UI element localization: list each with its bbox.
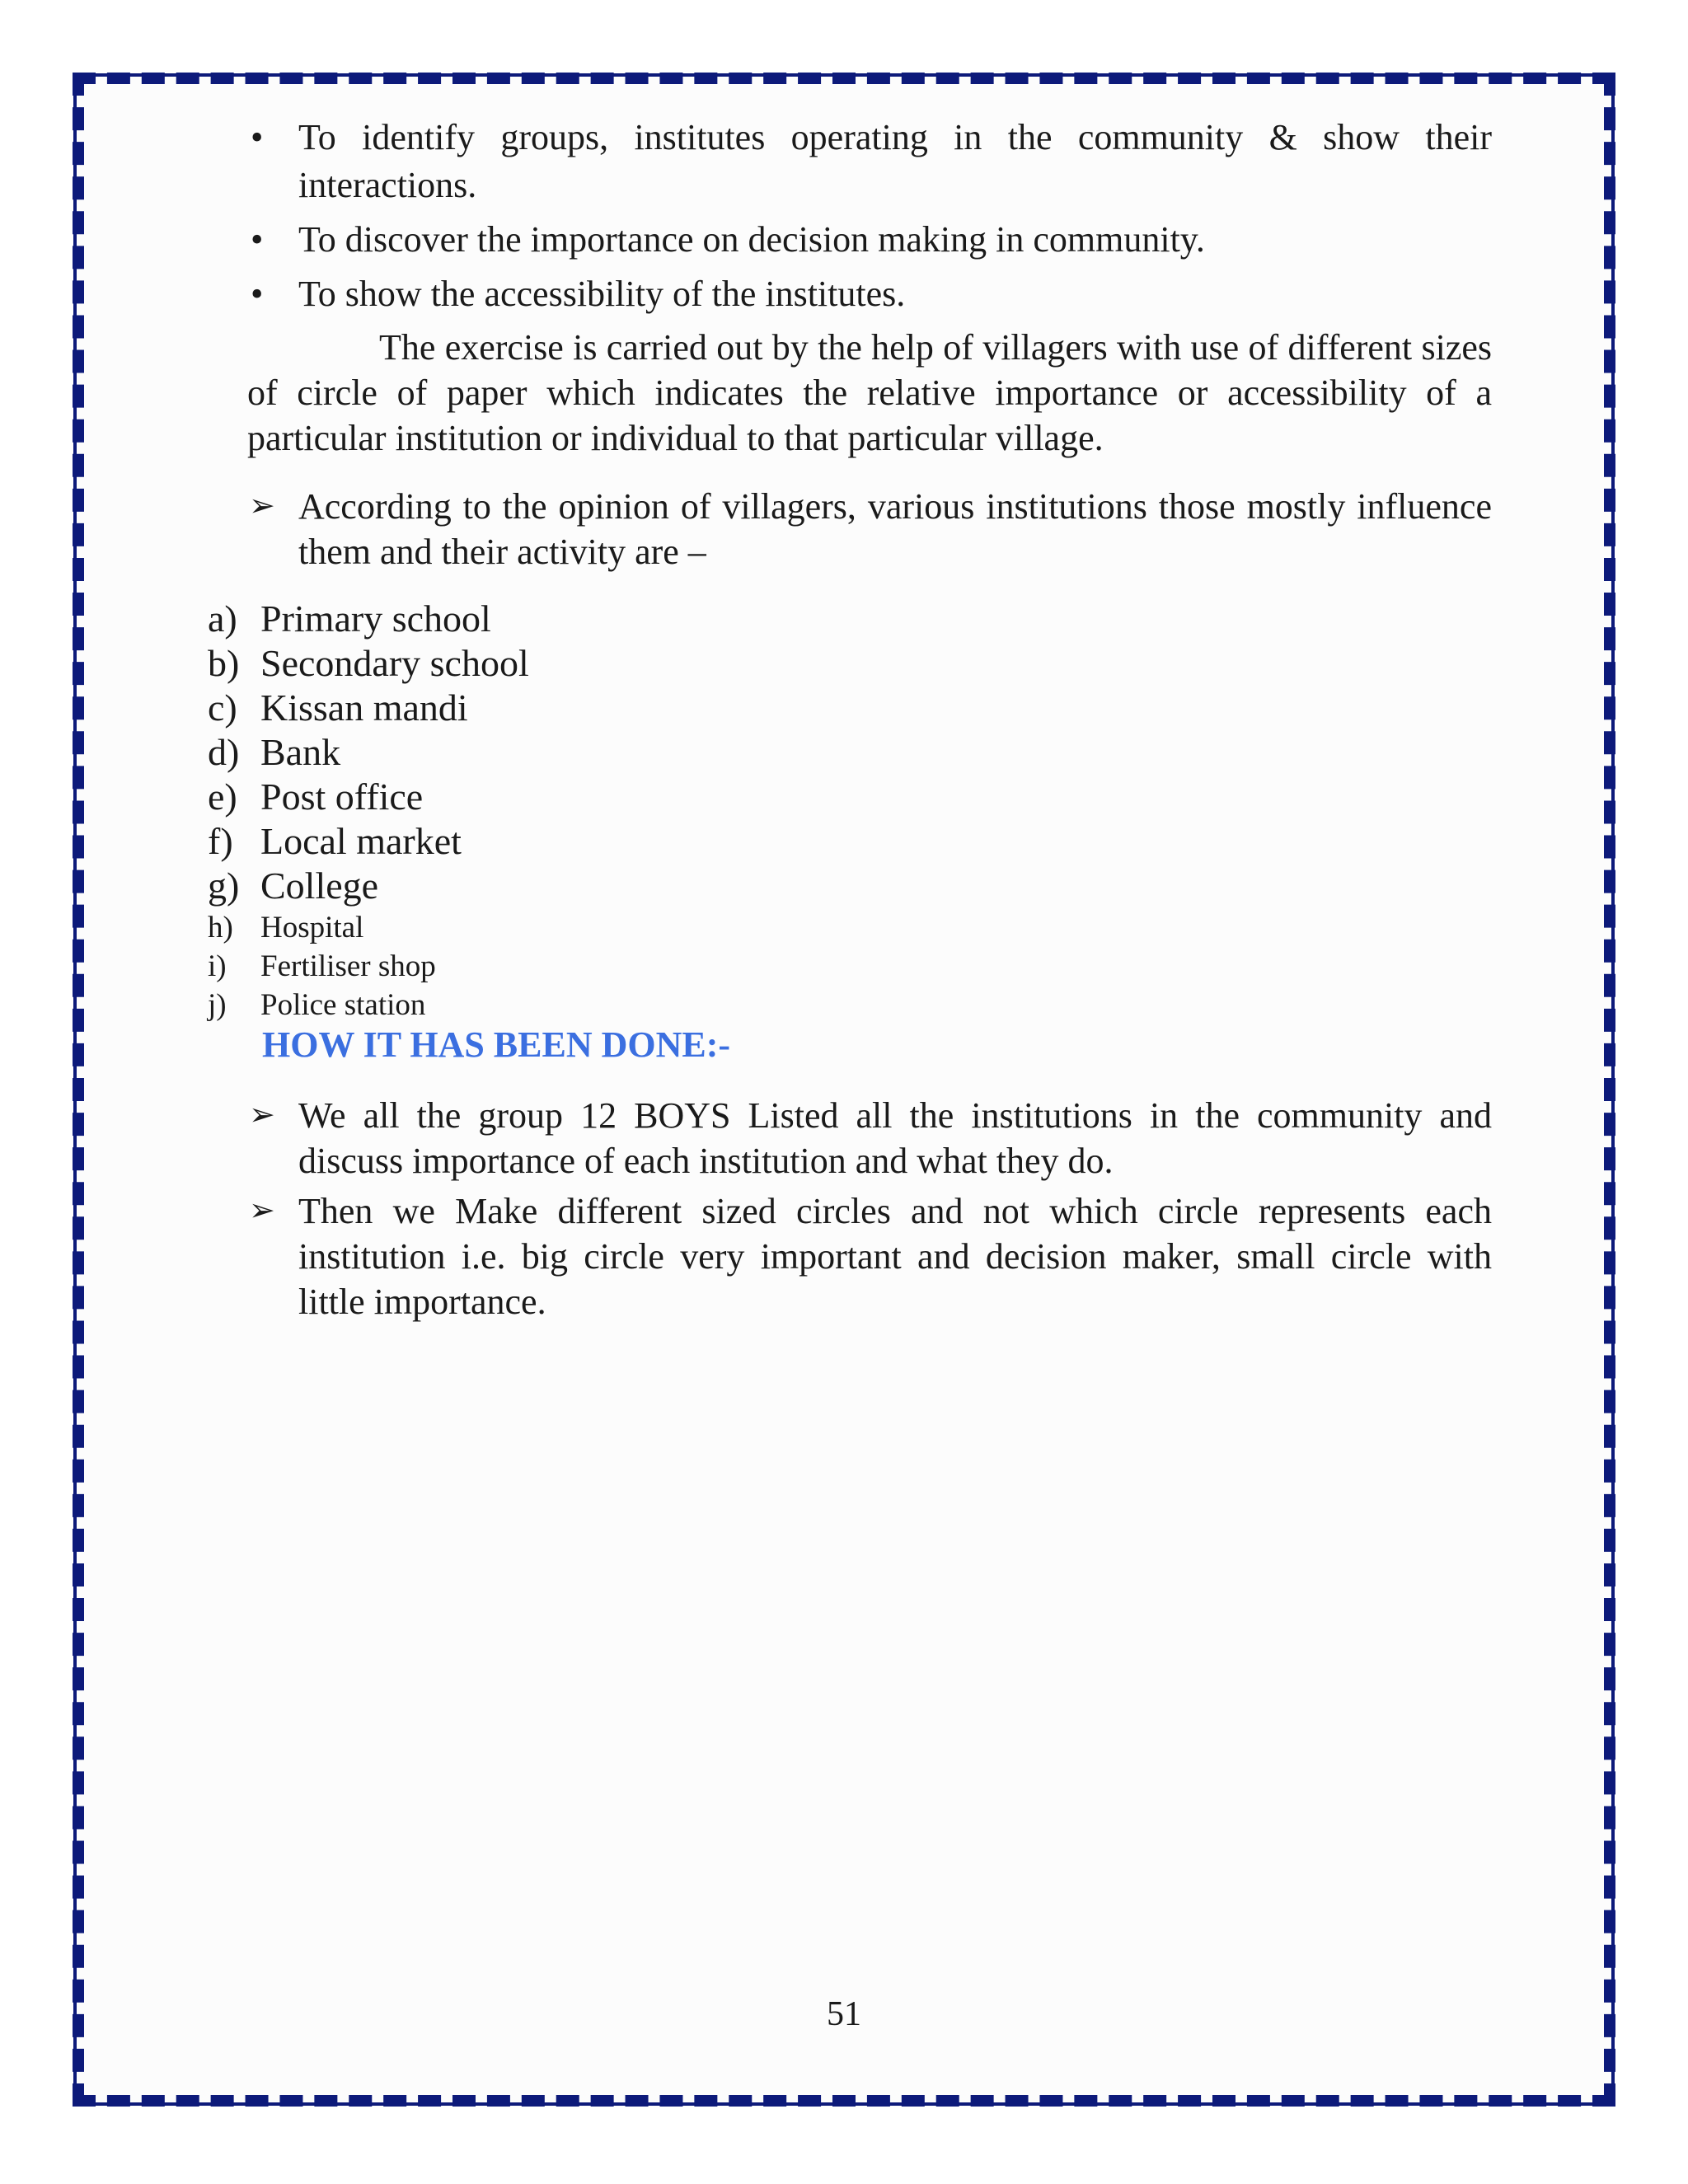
institution-name: Local market	[260, 820, 462, 862]
bullet-icon: •	[251, 274, 264, 314]
item-letter: g)	[208, 865, 240, 907]
arrow-bullet-icon: ➢	[249, 489, 275, 523]
list-item	[208, 686, 1032, 730]
institution-name: Fertiliser shop	[260, 949, 436, 983]
list-item	[247, 1188, 1492, 1324]
list-item	[208, 947, 1032, 986]
institution-name: Bank	[260, 731, 341, 773]
bullet-icon: •	[251, 117, 264, 157]
item-letter: b)	[208, 642, 240, 684]
institution-name: Kissan mandi	[260, 687, 468, 729]
opinion-text: According to the opinion of villagers, various institutions those mostly influence them and their activity are –	[298, 486, 1492, 572]
list-item	[208, 730, 1032, 775]
main-content	[247, 114, 1492, 579]
item-letter: f)	[208, 820, 233, 862]
list-item	[208, 819, 1032, 864]
objective-text: To discover the importance on decision making in community.	[298, 219, 1205, 260]
how-text: We all the group 12 BOYS Listed all the institutions in the community and discuss importance of each institution and what they do.	[298, 1095, 1492, 1181]
item-letter: c)	[208, 687, 237, 729]
institution-name: Hospital	[260, 911, 364, 944]
list-item	[208, 641, 1032, 686]
bullet-icon: •	[251, 219, 264, 260]
list-item	[247, 216, 1492, 264]
institution-name: Secondary school	[260, 642, 529, 684]
how-text: Then we Make different sized circles and not which circle represents each institution i.e. big circle very important and decision maker, small circle with little importance.	[298, 1191, 1492, 1322]
list-item	[247, 1093, 1492, 1183]
list-item	[208, 986, 1032, 1024]
item-letter: j)	[208, 988, 227, 1022]
item-letter: e)	[208, 776, 237, 818]
section-heading: HOW IT HAS BEEN DONE:-	[262, 1024, 731, 1065]
arrow-bullet-icon: ➢	[249, 1193, 275, 1228]
page-number: 51	[827, 1995, 861, 2033]
item-letter: d)	[208, 731, 240, 773]
institution-name: Primary school	[260, 598, 491, 640]
institution-name: Post office	[260, 776, 424, 818]
exercise-paragraph: The exercise is carried out by the help of villagers with use of different sizes of circle of paper which indicates the relative importance or accessibility of a particular institution or individual to that particular village.	[247, 327, 1492, 458]
item-letter: a)	[208, 598, 237, 640]
institution-name: College	[260, 865, 379, 907]
list-item	[247, 114, 1492, 209]
arrow-bullet-icon: ➢	[249, 1098, 275, 1132]
how-list	[247, 1093, 1492, 1329]
list-item	[208, 775, 1032, 819]
opinion-point	[247, 484, 1492, 574]
list-item	[208, 597, 1032, 641]
objectives-list	[247, 114, 1492, 318]
objective-text: To show the accessibility of the institutes.	[298, 274, 906, 314]
objective-text: To identify groups, institutes operating in the community & show their interactions.	[298, 117, 1492, 205]
institutions-list	[208, 597, 1032, 1024]
item-letter: i)	[208, 949, 227, 983]
item-letter: h)	[208, 911, 233, 944]
list-item	[208, 908, 1032, 947]
list-item	[208, 864, 1032, 908]
list-item	[247, 270, 1492, 318]
institution-name: Police station	[260, 988, 426, 1022]
